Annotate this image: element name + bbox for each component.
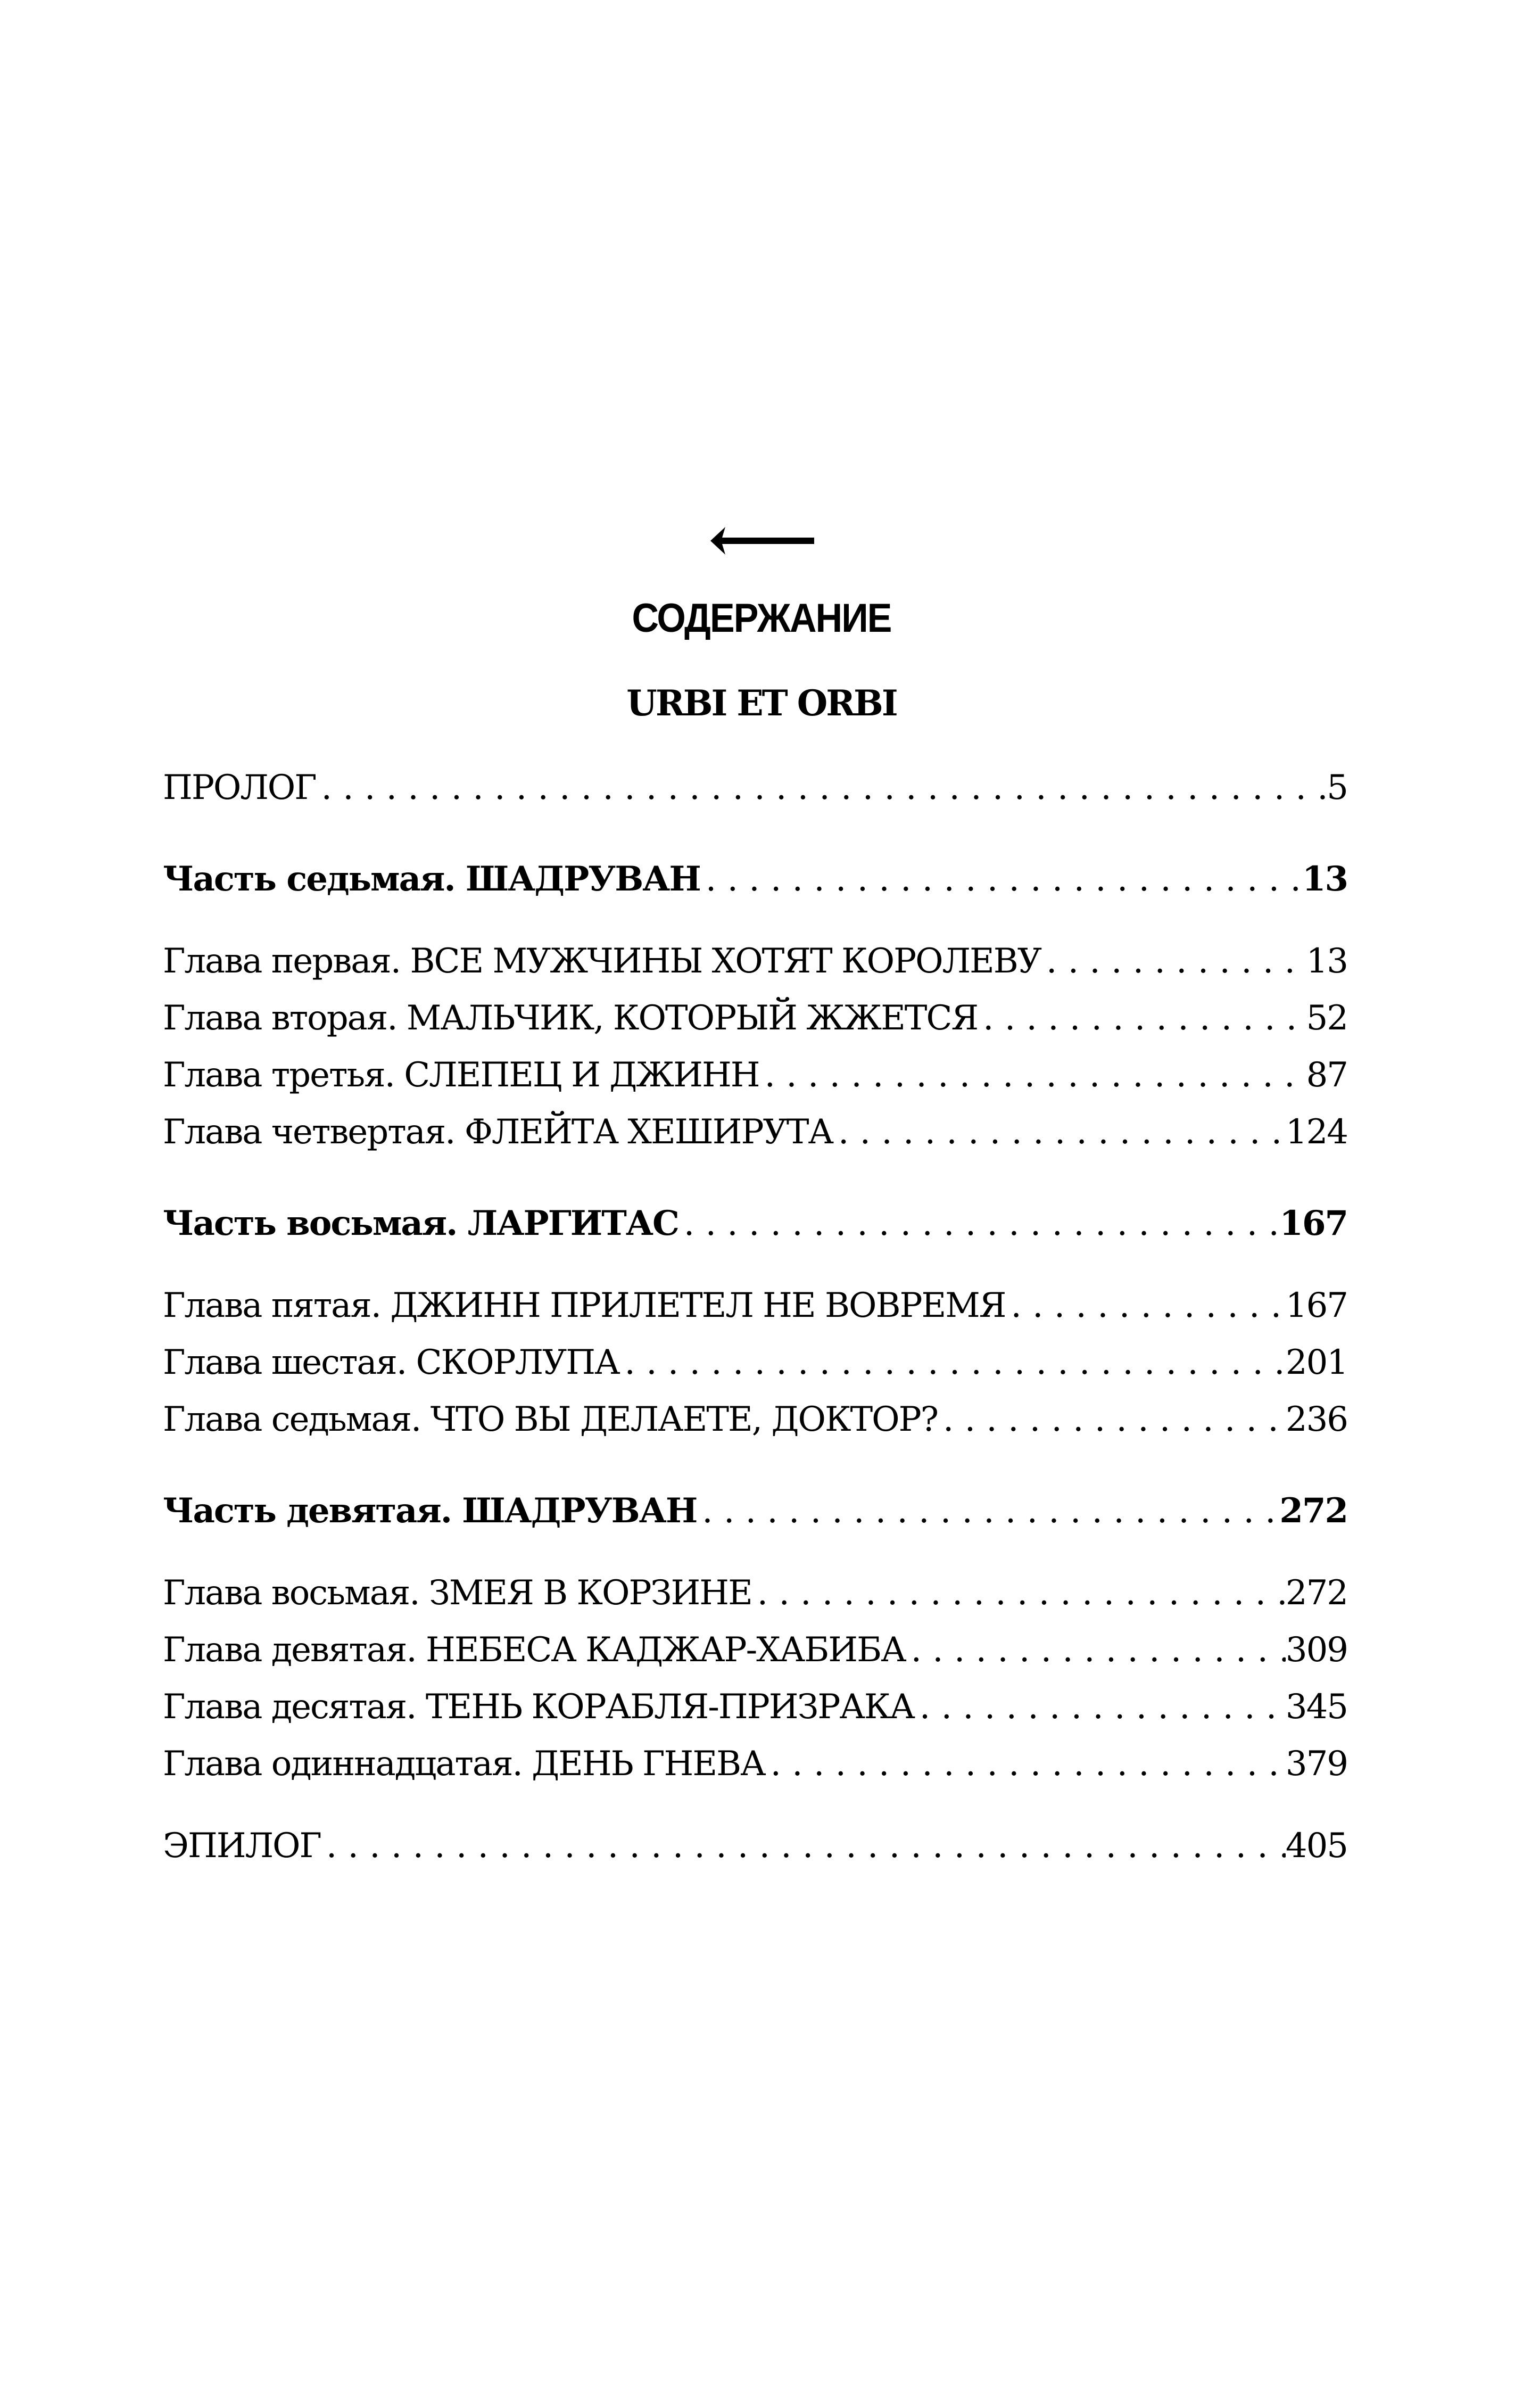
dot-leader	[752, 1565, 1286, 1622]
toc-page-number: 309	[1285, 1630, 1347, 1670]
toc-chapter-entry[interactable]	[163, 1736, 1347, 1793]
toc-page-number: 345	[1285, 1687, 1347, 1727]
dot-leader	[678, 1195, 1280, 1252]
dot-leader	[321, 1818, 1286, 1875]
toc-page-number: 13	[1306, 942, 1347, 981]
dot-leader	[833, 1104, 1286, 1161]
toc-entry-title: ПРОЛОГ	[163, 768, 316, 807]
page-title: СОДЕРЖАНИЕ	[632, 596, 891, 641]
toc-page-number: 379	[1285, 1744, 1347, 1784]
toc-chapter-entry[interactable]	[163, 1334, 1347, 1391]
dot-leader	[906, 1622, 1286, 1679]
toc-entry-title: Глава четвертая. ФЛЕЙТА ХЕШИРУТА	[163, 1112, 833, 1152]
toc-chapter-entry[interactable]	[163, 1391, 1347, 1448]
dot-leader	[1005, 1277, 1285, 1334]
dot-leader	[765, 1736, 1286, 1793]
toc-page-number: 5	[1327, 768, 1347, 807]
toc-page-number: 87	[1306, 1055, 1347, 1095]
toc-page-number: 272	[1285, 1573, 1347, 1613]
dot-leader	[914, 1679, 1286, 1736]
toc-entry-title: Глава десятая. ТЕНЬ КОРАБЛЯ-ПРИЗРАКА	[163, 1687, 914, 1727]
toc-chapter-entry[interactable]	[163, 933, 1347, 990]
toc-section-entry[interactable]	[163, 1818, 1347, 1875]
dot-leader	[978, 990, 1306, 1047]
toc-entry-title: Глава девятая. НЕБЕСА КАДЖАР-ХАБИБА	[163, 1630, 906, 1670]
toc-entry-title: Глава вторая. МАЛЬЧИК, КОТОРЫЙ ЖЖЕТСЯ	[163, 999, 978, 1038]
toc-page-number: 167	[1285, 1286, 1347, 1325]
toc-page-number: 52	[1306, 999, 1347, 1038]
toc-entry-title: Часть восьмая. ЛАРГИТАС	[163, 1203, 678, 1243]
toc-entry-title: Глава пятая. ДЖИНН ПРИЛЕТЕЛ НЕ ВОВРЕМЯ	[163, 1286, 1006, 1325]
toc-page-number: 13	[1302, 859, 1347, 899]
dot-leader	[759, 1047, 1306, 1104]
dot-leader	[938, 1391, 1286, 1448]
toc-page-number: 167	[1279, 1203, 1347, 1243]
toc-page-number: 272	[1279, 1491, 1347, 1531]
book-subtitle: URBI ET ORBI	[626, 682, 897, 724]
toc-entry-title: Часть девятая. ШАДРУВАН	[163, 1491, 697, 1531]
toc-entry-title: Глава одиннадцатая. ДЕНЬ ГНЕВА	[163, 1744, 765, 1784]
toc-page-number: 236	[1285, 1400, 1347, 1439]
toc-chapter-entry[interactable]	[163, 1104, 1347, 1161]
toc-entry-title: Глава шестая. СКОРЛУПА	[163, 1343, 619, 1382]
dot-leader	[700, 851, 1302, 908]
toc-entry-title: Глава восьмая. ЗМЕЯ В КОРЗИНЕ	[163, 1573, 752, 1613]
dot-leader	[1041, 933, 1306, 990]
dot-leader	[316, 760, 1327, 817]
toc-entry-title: Глава третья. СЛЕПЕЦ И ДЖИНН	[163, 1055, 759, 1095]
toc-page-number: 124	[1285, 1112, 1347, 1152]
table-of-contents	[163, 760, 1347, 1875]
toc-entry-title: Часть седьмая. ШАДРУВАН	[163, 859, 700, 899]
toc-part-entry[interactable]	[163, 1195, 1347, 1252]
toc-entry-title: ЭПИЛОГ	[163, 1826, 321, 1866]
toc-chapter-entry[interactable]	[163, 1565, 1347, 1622]
toc-entry-title: Глава первая. ВСЕ МУЖЧИНЫ ХОТЯТ КОРОЛЕВУ	[163, 942, 1041, 981]
dot-leader	[697, 1483, 1279, 1539]
dot-leader	[619, 1334, 1286, 1391]
toc-page-number: 405	[1285, 1826, 1347, 1866]
toc-entry-title: Глава седьмая. ЧТО ВЫ ДЕЛАЕТЕ, ДОКТОР?	[163, 1400, 938, 1439]
toc-page-number: 201	[1285, 1343, 1347, 1382]
toc-part-entry[interactable]	[163, 851, 1347, 908]
toc-chapter-entry[interactable]	[163, 1277, 1347, 1334]
toc-section-entry[interactable]	[163, 760, 1347, 817]
left-arrow-icon[interactable]	[710, 527, 814, 555]
toc-chapter-entry[interactable]	[163, 1679, 1347, 1736]
toc-chapter-entry[interactable]	[163, 990, 1347, 1047]
toc-part-entry[interactable]	[163, 1482, 1347, 1539]
toc-chapter-entry[interactable]	[163, 1622, 1347, 1679]
toc-chapter-entry[interactable]	[163, 1047, 1347, 1104]
